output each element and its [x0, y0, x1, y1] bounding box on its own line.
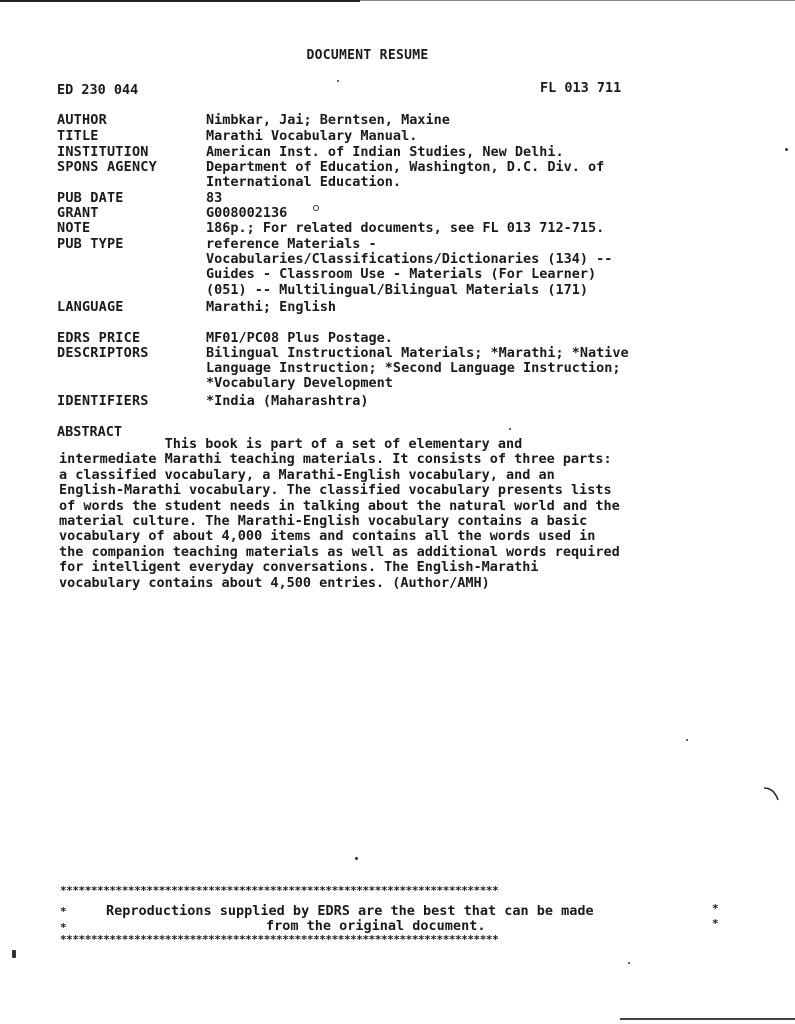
- footer-star-left: *: [60, 921, 67, 934]
- abstract-label: ABSTRACT: [57, 424, 123, 440]
- abstract-line: English-Marathi vocabulary. The classified vocabulary presents lists: [59, 482, 612, 499]
- scan-speck: [313, 205, 319, 211]
- field-value: (051) -- Multilingual/Bilingual Materials (171): [206, 282, 589, 298]
- scan-speck: [686, 739, 688, 741]
- field-label: EDRS PRICE: [57, 330, 141, 346]
- field-label: SPONS AGENCY: [57, 159, 157, 175]
- field-label: PUB TYPE: [57, 236, 124, 252]
- field-value: G008002136: [206, 205, 288, 221]
- field-value: *Vocabulary Development: [206, 375, 393, 391]
- abstract-line: intermediate Marathi teaching materials. It consists of three parts:: [59, 451, 612, 468]
- footer-star-border-bottom: ***********************************************************************: [60, 933, 499, 946]
- field-label: TITLE: [57, 128, 99, 144]
- field-value: reference Materials -: [206, 236, 377, 252]
- document-title: DOCUMENT RESUME: [306, 48, 429, 63]
- field-value: 186p.; For related documents, see FL 013 712-715.: [206, 220, 605, 236]
- field-value: Bilingual Instructional Materials; *Marathi; *Native: [206, 345, 629, 361]
- field-value: 83: [206, 190, 223, 206]
- field-label: DESCRIPTORS: [57, 345, 149, 361]
- scan-speck: [509, 428, 511, 430]
- abstract-line: vocabulary contains about 4,500 entries. (Author/AMH): [59, 574, 490, 591]
- abstract-line: for intelligent everyday conversations. The English-Marathi: [59, 559, 539, 576]
- footer-notice-line1: Reproductions supplied by EDRS are the best that can be made: [106, 903, 594, 919]
- field-label: IDENTIFIERS: [57, 393, 149, 409]
- field-label: AUTHOR: [57, 112, 107, 128]
- footer-notice-line2: from the original document.: [266, 918, 486, 934]
- scan-speck: [785, 148, 788, 151]
- field-label: NOTE: [57, 220, 91, 236]
- field-value: Vocabularies/Classifications/Dictionaries (134) --: [206, 251, 613, 267]
- field-value: *India (Maharashtra): [206, 393, 369, 409]
- scan-speck: [628, 962, 630, 964]
- footer-star-left: *: [60, 905, 67, 918]
- field-value: Department of Education, Washington, D.C. Div. of: [206, 159, 605, 175]
- abstract-line: This book is part of a set of elementary and: [59, 436, 523, 452]
- field-value: Language Instruction; *Second Language Instruction;: [206, 360, 621, 376]
- field-value: MF01/PC08 Plus Postage.: [206, 330, 393, 346]
- field-label: INSTITUTION: [57, 144, 149, 160]
- abstract-text: [59, 437, 719, 591]
- field-label: LANGUAGE: [57, 299, 124, 315]
- abstract-line: vocabulary of about 4,000 items and contains all the words used in: [59, 528, 596, 545]
- fl-number: FL 013 711: [540, 80, 622, 96]
- field-value: American Inst. of Indian Studies, New Delhi.: [206, 144, 564, 160]
- field-value: Marathi Vocabulary Manual.: [206, 128, 418, 144]
- scan-edge-line-bottom: [620, 1018, 795, 1020]
- abstract-line: material culture. The Marathi-English vocabulary contains a basic: [59, 513, 588, 530]
- footer-star-border-top: ***********************************************************************: [60, 884, 499, 897]
- field-label: GRANT: [57, 205, 99, 221]
- scan-speck: [355, 857, 358, 860]
- field-value: International Education.: [206, 174, 402, 190]
- scan-speck: [337, 80, 339, 82]
- abstract-line: of words the student needs in talking about the natural world and the: [59, 497, 620, 514]
- abstract-line: the companion teaching materials as well as additional words required: [59, 543, 620, 560]
- footer-star-right: *: [712, 917, 719, 930]
- abstract-line: a classified vocabulary, a Marathi-English vocabulary, and an: [59, 466, 555, 483]
- footer-star-right: *: [712, 902, 719, 915]
- field-value: Guides - Classroom Use - Materials (For Learner): [206, 266, 597, 282]
- scan-speck: [12, 950, 16, 958]
- scan-edge-line: [0, 0, 360, 2]
- scan-mark: [762, 784, 782, 804]
- field-label: PUB DATE: [57, 190, 124, 206]
- field-value: Nimbkar, Jai; Berntsen, Maxine: [206, 112, 450, 128]
- scan-edge-line-faint: [360, 0, 795, 1]
- ed-number: ED 230 044: [57, 82, 139, 98]
- field-value: Marathi; English: [206, 299, 337, 315]
